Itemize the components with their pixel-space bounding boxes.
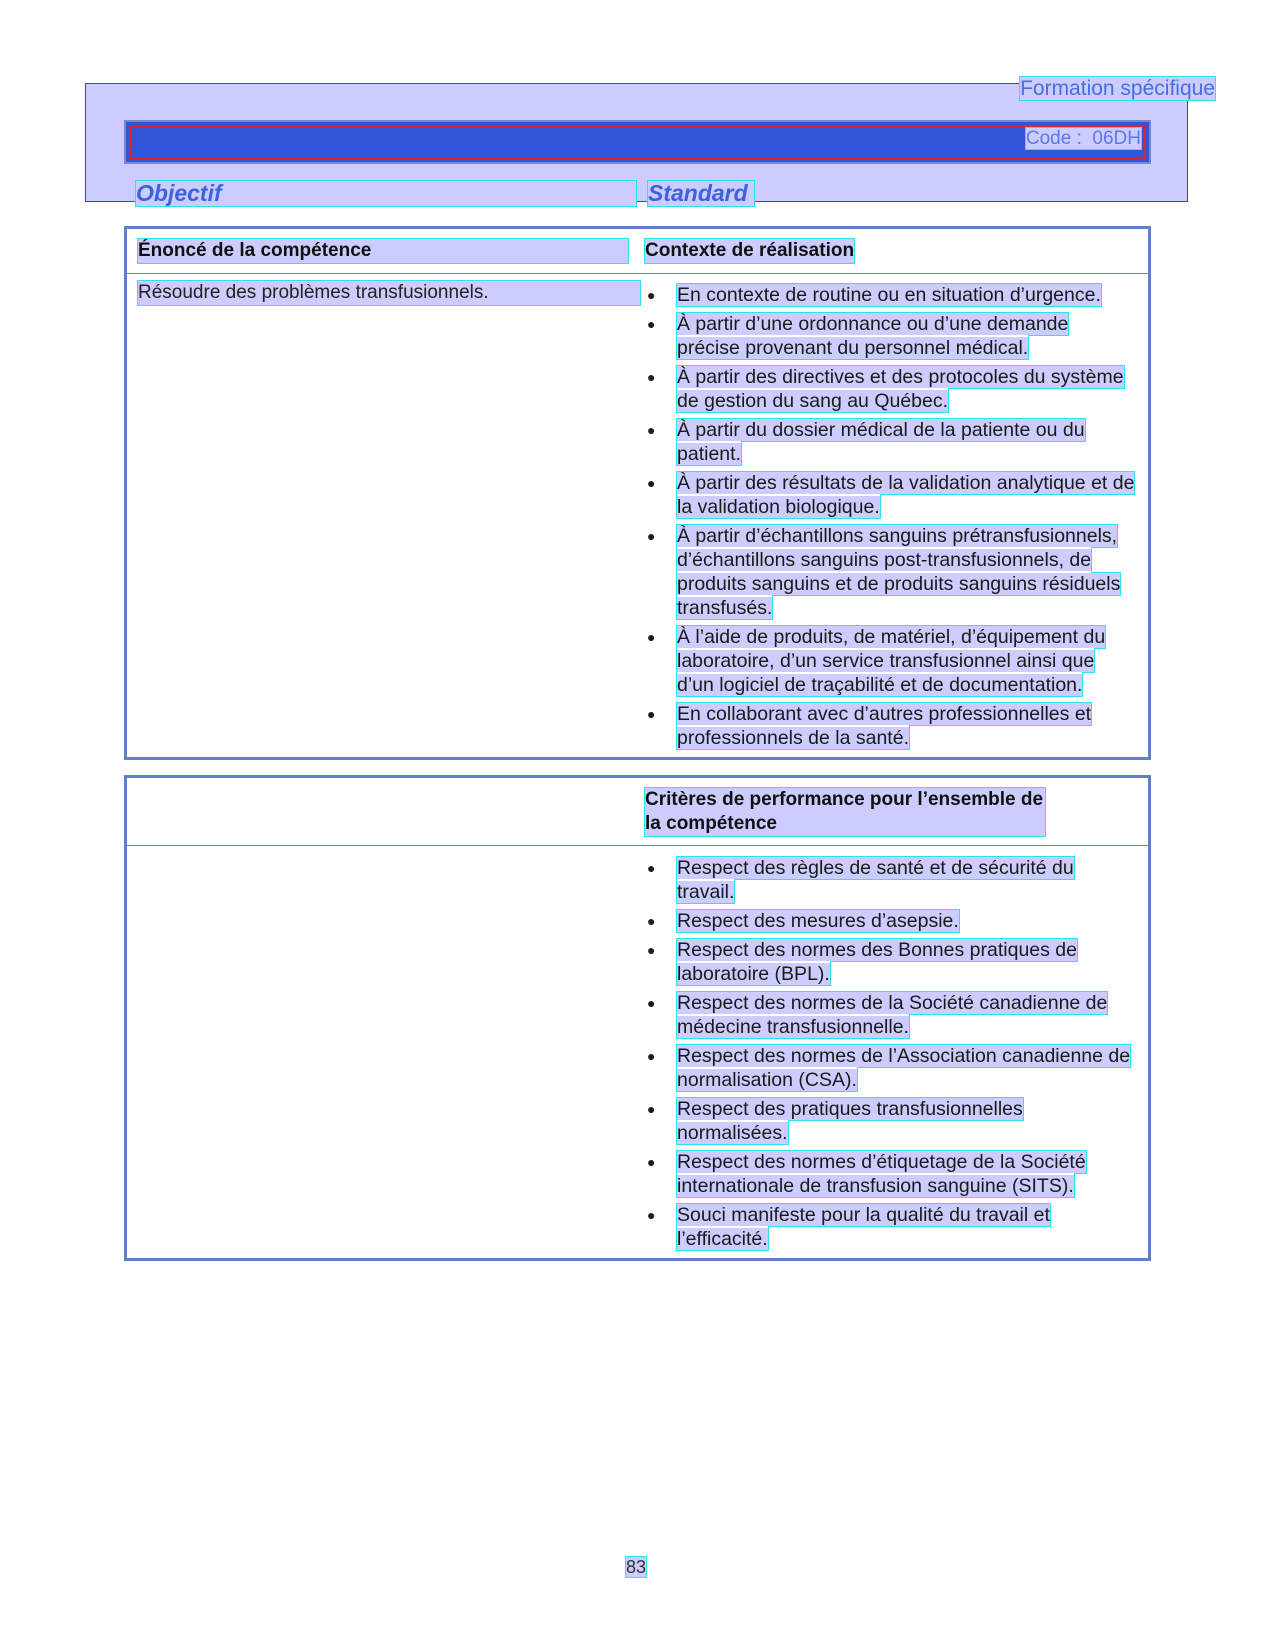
list-item: ● À partir des directives et des protocoles du système de gestion du sang au Québec.	[647, 366, 1124, 412]
enonce-header: Énoncé de la compétence	[138, 239, 628, 263]
bullet-icon: ●	[647, 913, 656, 929]
bullet-icon: ●	[647, 1207, 656, 1223]
bullet-icon: ●	[647, 316, 656, 332]
bullet-icon: ●	[647, 706, 656, 722]
code-bar-inner-frame	[129, 125, 1146, 159]
list-item: ● À partir d’échantillons sanguins prétransfusionnels, d’échantillons sanguins post-transfusionnels, de produits sanguins et de produits sanguins résiduels transfusés.	[647, 525, 1121, 619]
header-divider	[127, 273, 1148, 274]
page-number: 83	[626, 1557, 647, 1577]
bullet-icon: ●	[647, 995, 656, 1011]
enonce-text: Résoudre des problèmes transfusionnels.	[138, 281, 640, 305]
list-item: ● Respect des mesures d’asepsie.	[647, 910, 959, 932]
bullet-icon: ●	[647, 287, 656, 303]
list-item: ● Respect des normes d’étiquetage de la Société internationale de transfusion sanguine (SITS).	[647, 1151, 1086, 1197]
bullet-icon: ●	[647, 942, 656, 958]
standard-heading: Standard	[648, 181, 754, 206]
list-item: ● À partir d’une ordonnance ou d’une demande précise provenant du personnel médical.	[647, 313, 1069, 359]
competence-table	[124, 226, 1151, 760]
bullet-icon: ●	[647, 475, 656, 491]
list-item: ● Respect des normes de l’Association canadienne de normalisation (CSA).	[647, 1045, 1131, 1091]
list-item: ● Respect des normes de la Société canadienne de médecine transfusionnelle.	[647, 992, 1108, 1038]
contexte-list	[645, 283, 1135, 750]
list-item: ● À partir du dossier médical de la patiente ou du patient.	[647, 419, 1085, 465]
criteria-list	[645, 856, 1135, 1251]
criteria-table	[124, 775, 1151, 1261]
contexte-header: Contexte de réalisation	[645, 240, 855, 261]
code-bar	[124, 120, 1151, 164]
bullet-icon: ●	[647, 1101, 656, 1117]
criteria-header: Critères de performance pour l’ensemble de la compétence	[645, 789, 1044, 834]
header-divider	[127, 845, 1148, 846]
bullet-icon: ●	[647, 1154, 656, 1170]
list-item: ● Respect des normes des Bonnes pratiques de laboratoire (BPL).	[647, 939, 1077, 985]
objectif-heading: Objectif	[136, 181, 636, 206]
bullet-icon: ●	[647, 369, 656, 385]
list-item: ● Souci manifeste pour la qualité du travail et l’efficacité.	[647, 1204, 1050, 1250]
list-item: ● Respect des règles de santé et de sécurité du travail.	[647, 857, 1074, 903]
bullet-icon: ●	[647, 422, 656, 438]
formation-label: Formation spécifique	[1020, 77, 1215, 100]
bullet-icon: ●	[647, 860, 656, 876]
list-item: ● Respect des pratiques transfusionnelles normalisées.	[647, 1098, 1023, 1144]
list-item: ● À partir des résultats de la validation analytique et de la validation biologique.	[647, 472, 1135, 518]
code-label: Code : 06DH	[1025, 128, 1141, 149]
bullet-icon: ●	[647, 629, 656, 645]
list-item: ● À l’aide de produits, de matériel, d’équipement du laboratoire, d’un service transfusionnel ainsi que d’un logiciel de traçabilité et de documentation.	[647, 626, 1106, 696]
bullet-icon: ●	[647, 1048, 656, 1064]
list-item: ● En collaborant avec d’autres professionnelles et professionnels de la santé.	[647, 703, 1092, 749]
bullet-icon: ●	[647, 528, 656, 544]
list-item: ● En contexte de routine ou en situation d’urgence.	[647, 284, 1101, 306]
